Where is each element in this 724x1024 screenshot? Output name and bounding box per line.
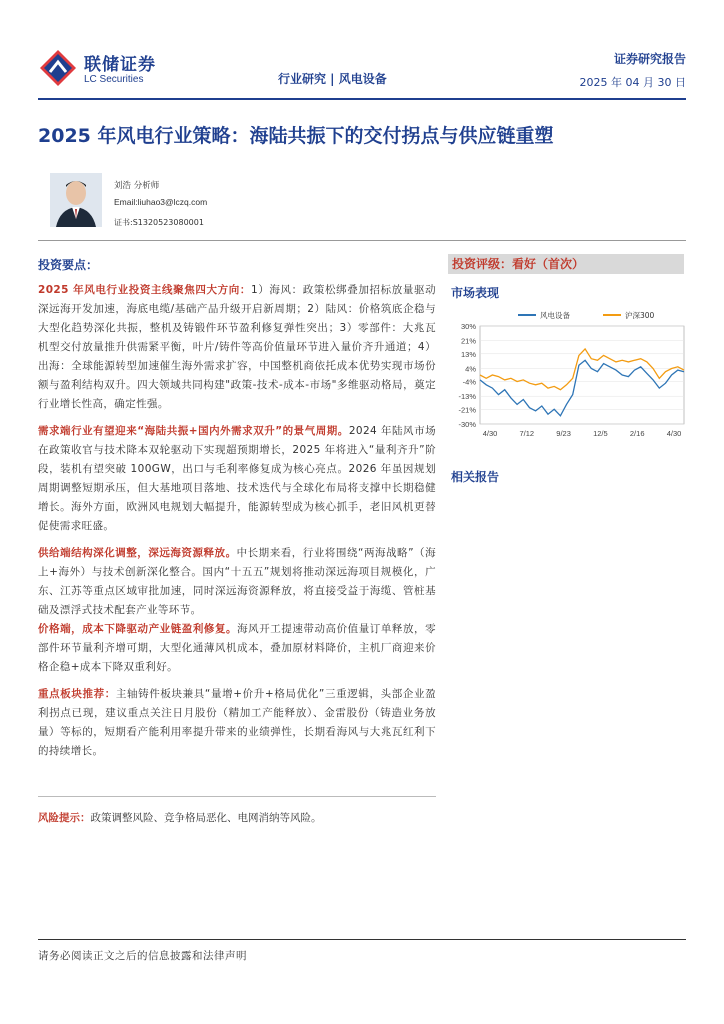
key-point-5: 重点板块推荐：主轴铸件板块兼具“量增+价升+格局优化”三重逻辑，头部企业盈利拐点已现，建议重点关注日月股份（精加工产能释放）、金雷股份（铸造业务放量）等标的，短期看产能利用率提升带来的业绩弹性，长期看海风与大兆瓦红利下的持续增长。	[38, 688, 436, 757]
report-type: 证券研究报告	[613, 52, 686, 66]
chart-x-tick-label: 12/5	[593, 429, 608, 438]
chart-legend-label: 沪深300	[625, 311, 655, 320]
chart-y-tick-label: -4%	[462, 377, 476, 387]
logo-text-en: LC Securities	[84, 74, 144, 85]
footer-disclaimer: 请务必阅读正文之后的信息披露和法律声明	[38, 950, 247, 962]
chart-x-tick-label: 9/23	[556, 429, 571, 438]
analyst-email[interactable]: Email:liuhao3@lczq.com	[114, 197, 208, 207]
chart-y-tick-label: 13%	[460, 349, 476, 359]
chart-y-tick-label: 4%	[465, 364, 476, 374]
risk-warning: 风险提示：政策调整风险、竞争格局恶化、电网消纳等风险。	[38, 812, 322, 824]
key-point-2: 需求端行业有望迎来“海陆共振+国内外需求双升”的景气周期。2024 年陆风市场在政策收官与技术降本双轮驱动下实现超预期增长，2025 年将进入“量利齐升”阶段，装机有望突破 100GW，出口与毛利率修复成为核心亮点。2026 年虽因规划周期调整短期承压，但大基地项目落地、技术迭代与全球化布局将支撑中长期稳健增长。海外方面，欧洲风电规划大幅提升，能源转型成为核心抓手，老旧风机更替促使需求旺盛。	[38, 425, 436, 532]
chart-y-tick-label: -30%	[458, 420, 476, 429]
performance-title: 市场表现	[451, 286, 500, 300]
chart-svg	[448, 304, 688, 444]
analyst-name: 刘浩 分析师	[114, 181, 160, 191]
key-points-section	[38, 256, 436, 769]
chart-x-tick-label: 2/16	[629, 429, 645, 438]
investment-rating: 投资评级：看好（首次）	[448, 254, 684, 274]
chart-y-tick-label: -21%	[458, 405, 476, 415]
chart-series-line-2	[480, 349, 684, 390]
chart-legend-label: 风电设备	[540, 311, 570, 320]
chart-x-tick-label: 4/30	[482, 429, 498, 438]
report-title: 2025 年风电行业策略：海陆共振下的交付拐点与供应链重塑	[38, 125, 554, 147]
page-header	[38, 46, 686, 94]
footer-divider	[38, 939, 686, 940]
chart-y-tick-label: 21%	[460, 336, 476, 346]
related-reports-title: 相关报告	[451, 470, 500, 484]
report-date: 2025 年 04 月 30 日	[579, 76, 686, 89]
analyst-certificate: 证书:S1320523080001	[114, 218, 204, 227]
lc-logo-icon	[38, 48, 78, 88]
key-point-3: 供给端结构深化调整，深远海资源释放。中长期来看，行业将围绕“两海战略”（海上+海外）与技术创新深化整合。国内“十五五”规划将推动深远海项目规模化，广东、江苏等重点区域审批加速，同时深远海资源释放，将直接受益于海缆、管桩基础及漂浮式技术配套产业等环节。	[38, 547, 436, 616]
section-divider	[38, 240, 686, 241]
chart-x-tick-label: 7/12	[519, 429, 535, 438]
analyst-avatar	[50, 173, 102, 227]
key-point-1: 2025 年风电行业投资主线聚焦四大方向：1）海风：政策松绑叠加招标放量驱动深远海开发加速，海底电缆/基础产品升级开启新周期；2）陆风：价格筑底企稳与大型化趋势深化共振，整机及铸锻件环节盈利修复弹性突出；3）零部件：大兆瓦机型交付放量推升供需紧平衡，叶片/铸件等高价值量环节进入量价齐升通道；4）出海：全球能源转型加速催生海外需求扩容，中国整机商依托成本优势实现市场份额与盈利结构双升。四大领域共同构建"政策-技术-成本-市场"多维驱动格局，奠定行业增长性高，确定性强。	[38, 284, 437, 410]
header-divider	[38, 98, 686, 100]
risk-divider	[38, 796, 436, 797]
chart-y-tick-label: -13%	[458, 392, 476, 402]
key-point-4: 价格端，成本下降驱动产业链盈利修复。海风开工提速带动高价值量订单释放，零部件环节量利齐增可期，大型化通薄风机成本，叠加原材料降价，主机厂商迎来价格企稳+成本下降双重利好。	[38, 623, 436, 673]
analyst-photo-icon	[50, 173, 102, 227]
key-points-heading: 投资要点：	[38, 258, 99, 272]
report-category: 行业研究 | 风电设备	[278, 72, 387, 86]
chart-x-tick-label: 4/30	[666, 429, 682, 438]
chart-y-tick-label: 30%	[460, 322, 476, 331]
analyst-card	[50, 173, 450, 235]
market-performance-chart	[448, 304, 688, 444]
logo-text-cn: 联储证券	[84, 55, 156, 75]
